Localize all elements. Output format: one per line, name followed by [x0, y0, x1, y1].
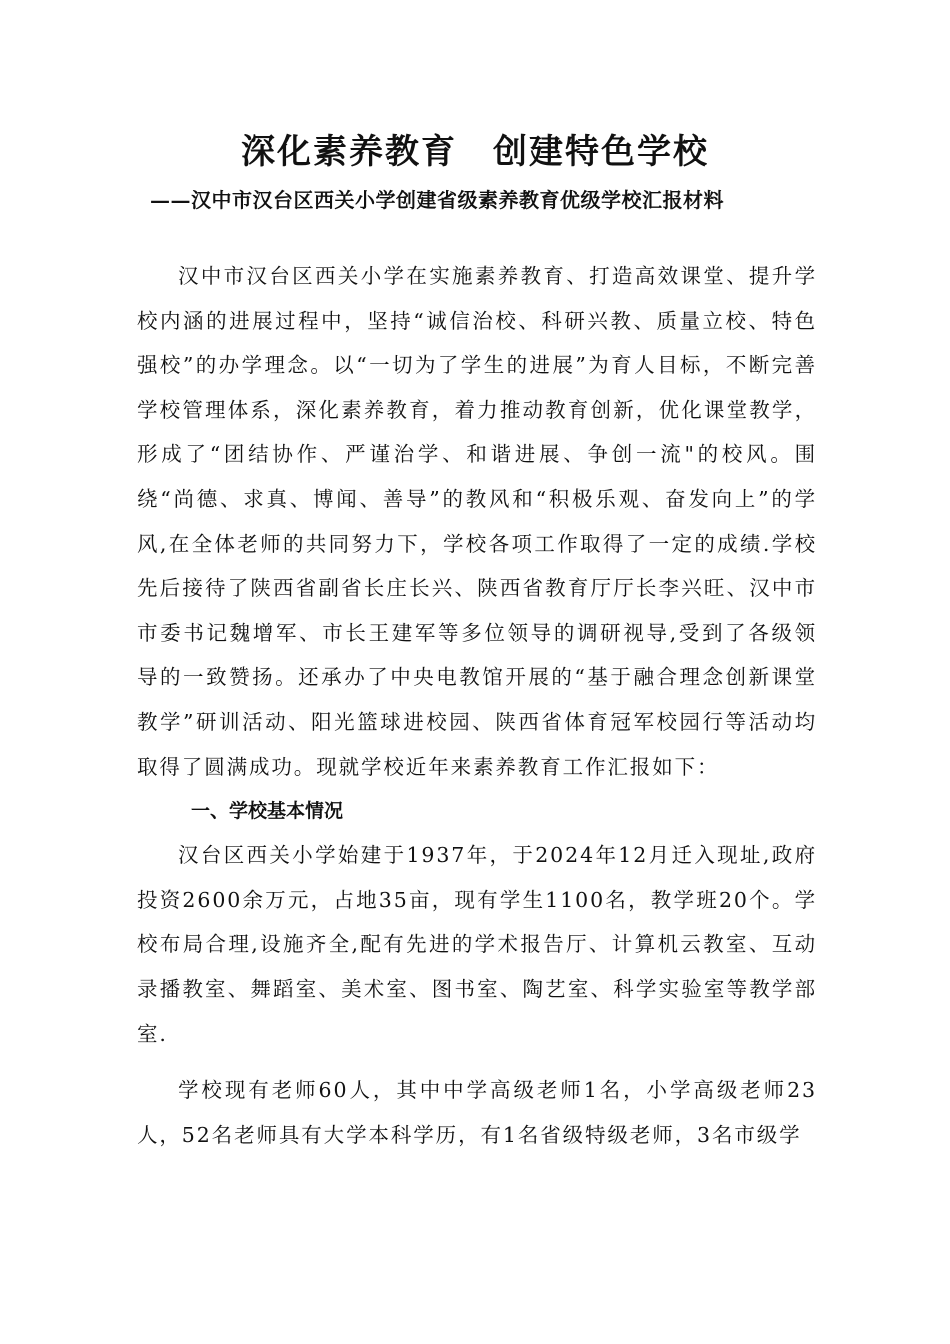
document-subtitle: ——汉中市汉台区西关小学创建省级素养教育优级学校汇报材料 [150, 188, 724, 212]
document-body [137, 254, 817, 1157]
school-history-paragraph: 汉台区西关小学始建于1937年，于2024年12月迁入现址,政府投资2600余万元，占地35亩，现有学生1100名，教学班20个。学校布局合理,设施齐全,配有先进的学术报告厅、计算机云教室、互动录播教室、舞蹈室、美术室、图书室、陶艺室、科学实验室等教学部室. [137, 843, 817, 1046]
paragraph-spacer [137, 1056, 817, 1068]
intro-paragraph: 汉中市汉台区西关小学在实施素养教育、打造高效课堂、提升学校内涵的进展过程中，坚持“诚信治校、科研兴教、质量立校、特色强校”的办学理念。以“一切为了学生的进展”为育人目标，不断完善学校管理体系，深化素养教育，着力推动教育创新，优化课堂教学，形成了“团结协作、严谨治学、和谐进展、争创一流"的校风。围绕“尚德、求真、博闻、善导”的教风和“积极乐观、奋发向上”的学风,在全体老师的共同努力下，学校各项工作取得了一定的成绩.学校先后接待了陕西省副省长庄长兴、陕西省教育厅厅长李兴旺、汉中市市委书记魏增军、市长王建军等多位领导的调研视导,受到了各级领导的一致赞扬。还承办了中央电教馆开展的“基于融合理念创新课堂教学”研训活动、阳光篮球进校园、陕西省体育冠军校园行等活动均取得了圆满成功。现就学校近年来素养教育工作汇报如下： [137, 264, 817, 779]
teacher-stats-paragraph: 学校现有老师60人，其中中学高级老师1名，小学高级老师23人，52名老师具有大学本科学历，有1名省级特级老师，3名市级学 [137, 1078, 817, 1147]
document-title: 深化素养教育 创建特色学校 [241, 132, 709, 172]
section-heading-basic-info: 一、学校基本情况 [191, 800, 344, 823]
